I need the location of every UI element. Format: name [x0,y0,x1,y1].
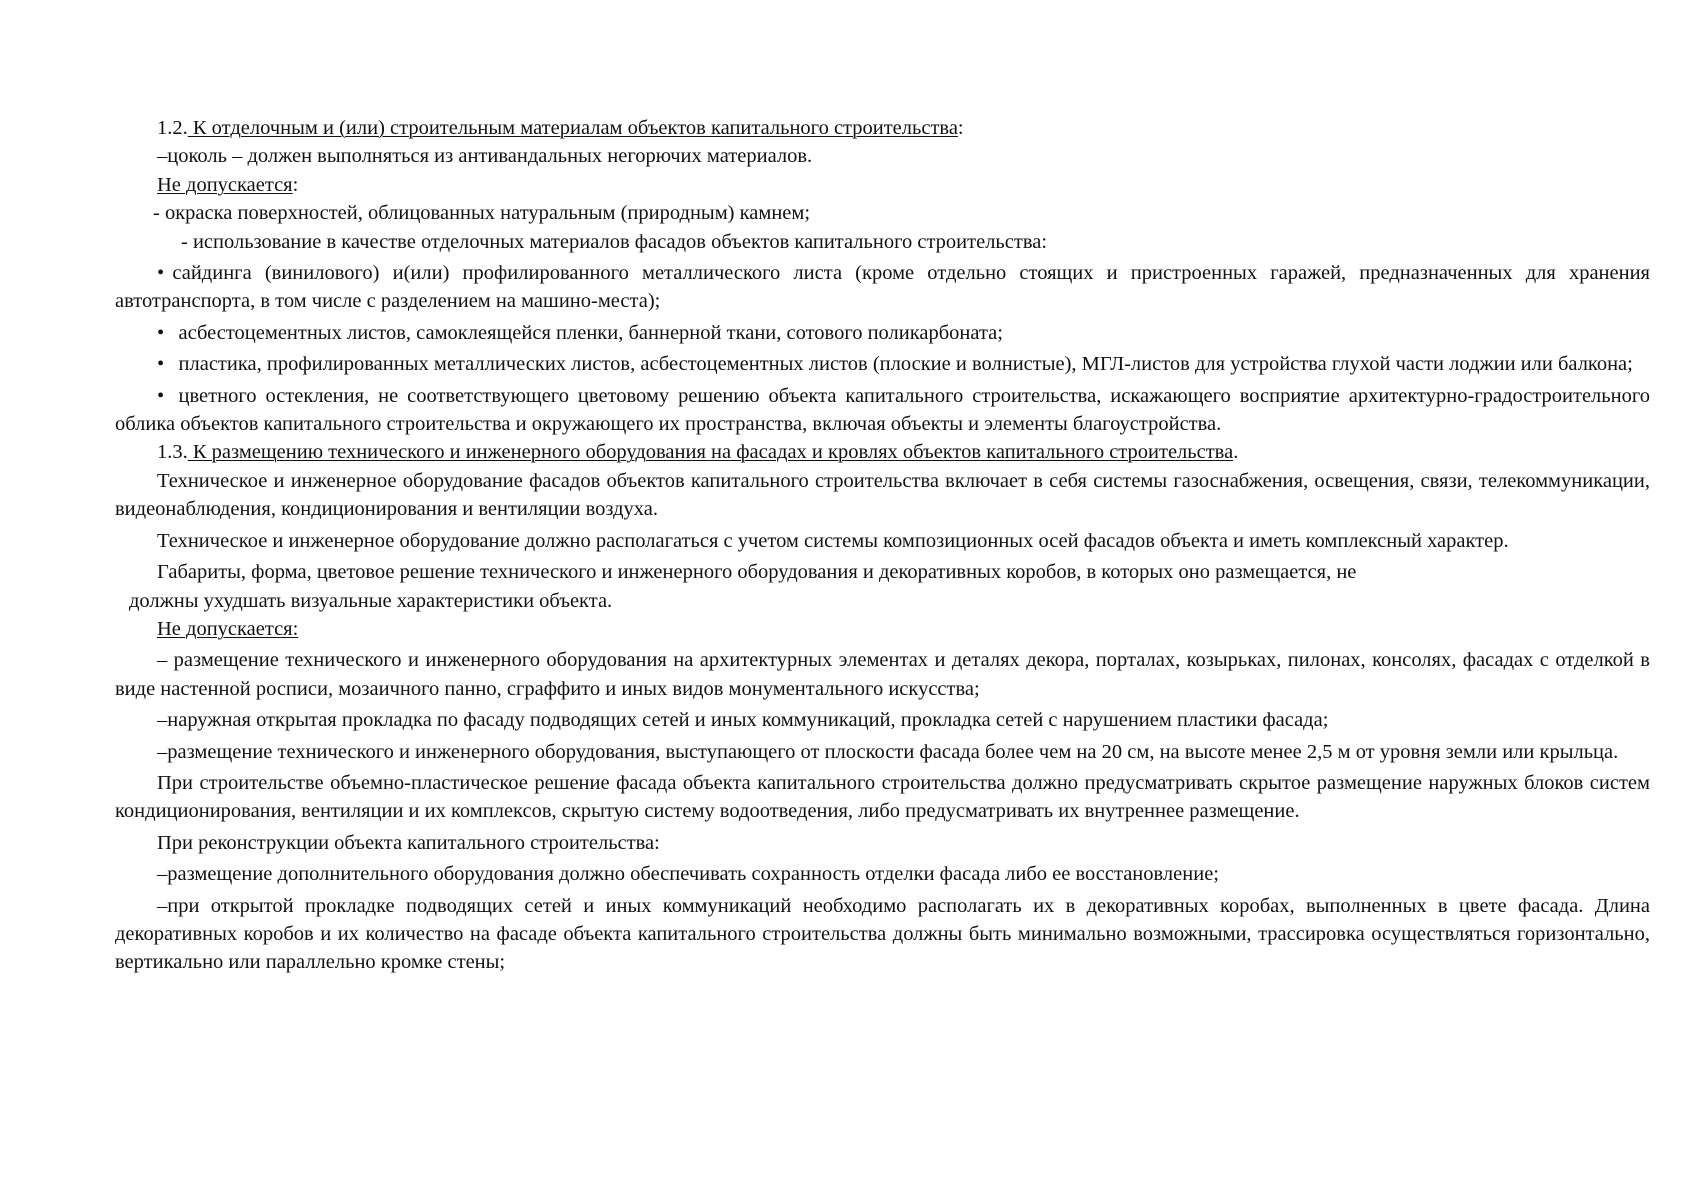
finishing-materials-line: - использование в качестве отделочных материалов фасадов объектов капитального строительства: [181,230,1048,253]
section-1-2-colon: : [957,117,964,139]
cokol-line: –цоколь – должен выполняться из антивандальных негорючих материалов. [157,145,813,168]
section-1-2-number: 1.2. [157,117,188,139]
painting-line: - окраска поверхностей, облицованных натуральным (природным) камнем; [153,202,811,225]
section-1-2-heading [115,114,1650,142]
reconstruction-item: –при открытой прокладке подводящих сетей и иных коммуникаций необходимо располагать их в декоративных коробах, выполненных в цвете фасада. Длина декоративных коробов и их количество на фасаде объекта капитального строительства должны быть минимально возможными, трассировка осуществляться горизонтально, вертикально или параллельно кромке стены; [115,894,1650,974]
bullet-text: пластика, профилированных металлических листов, асбестоцементных листов (плоские и волнистые), МГЛ-листов для устройства глухой части лоджии или балкона; [178,353,1633,376]
bullet-marker: • [157,353,165,376]
section-1-3-dot: . [1233,441,1239,464]
dimensions-paragraph-line-1: Габариты, форма, цветовое решение технического и инженерного оборудования и декоративных коробов, в которых оно размещается, не [157,561,1357,584]
section-1-3-heading [115,438,1650,466]
section-1-3-number: 1.3. [157,441,188,464]
prohibited-colon-1: : [292,173,299,196]
bullet-text: цветного остекления, не соответствующего цветовому решению объекта капитального строительства, искажающего восприятие архитектурно-градостроительного облика объектов капитального строительства и окружающего их пространства, включая объекты и элементы благоустройства. [115,384,1650,436]
bullet-marker: • [157,384,165,407]
prohibition-item: –размещение технического и инженерного оборудования, выступающего от плоскости фасада более чем на 20 см, на высоте менее 2,5 м от уровня земли или крыльца. [157,740,1619,763]
tech-placement-paragraph: Техническое и инженерное оборудование должно располагаться с учетом системы композиционных осей фасадов объекта и иметь комплексный характер. [157,529,1509,552]
bullet-marker: • [157,321,165,344]
prohibition-item: –наружная открытая прокладка по фасаду подводящих сетей и иных коммуникаций, прокладка сетей с нарушением пластики фасада; [157,709,1329,732]
prohibited-heading-1 [115,171,1650,199]
bullet-item [115,382,1650,439]
prohibited-label-1: Не допускается [157,173,293,196]
document-page [115,114,1650,977]
bullet-text: асбестоцементных листов, самоклеящейся пленки, баннерной ткани, сотового поликарбоната; [178,321,1003,344]
bullet-item [115,259,1650,316]
construction-paragraph: При строительстве объемно-пластическое решение фасада объекта капитального строительства должно предусматривать скрытое размещение наружных блоков систем кондиционирования, вентиляции и их комплексов, скрытую систему водоотведения, либо предусматривать их внутреннее размещение. [115,771,1650,823]
section-1-3-title: К размещению технического и инженерного оборудования на фасадах и кровлях объектов капитального строительства [187,441,1234,464]
prohibition-item: – размещение технического и инженерного оборудования на архитектурных элементах и деталях декора, порталах, козырьках, пилонах, консолях, фасадах с отделкой в виде настенной росписи, мозаичного панно, сграффито и иных видов монументального искусства; [115,649,1650,700]
prohibited-label-2: Не допускается: [157,617,299,640]
tech-equipment-paragraph: Техническое и инженерное оборудование фасадов объектов капитального строительства включает в себя системы газоснабжения, освещения, связи, телекоммуникации, видеонаблюдения, кондиционирования и вентиляции воздуха. [115,469,1650,521]
bullet-marker: • [157,262,165,285]
dimensions-paragraph-line-2: должны ухудшать визуальные характеристики объекта. [129,589,613,612]
bullet-item [115,319,1650,347]
bullet-text: сайдинга (винилового) и(или) профилированного металлического листа (кроме отдельно стоящих и пристроенных гаражей, предназначенных для хранения автотранспорта, в том числе с разделением на машино-места); [115,262,1650,313]
section-1-2-title: К отделочным и (или) строительным материалам объектов капитального строительства [187,117,958,139]
reconstruction-heading: При реконструкции объекта капитального строительства: [157,831,660,854]
prohibited-heading-2 [115,615,1650,643]
reconstruction-item: –размещение дополнительного оборудования должно обеспечивать сохранность отделки фасада либо ее восстановление; [157,863,1219,886]
bullet-item [115,350,1650,378]
